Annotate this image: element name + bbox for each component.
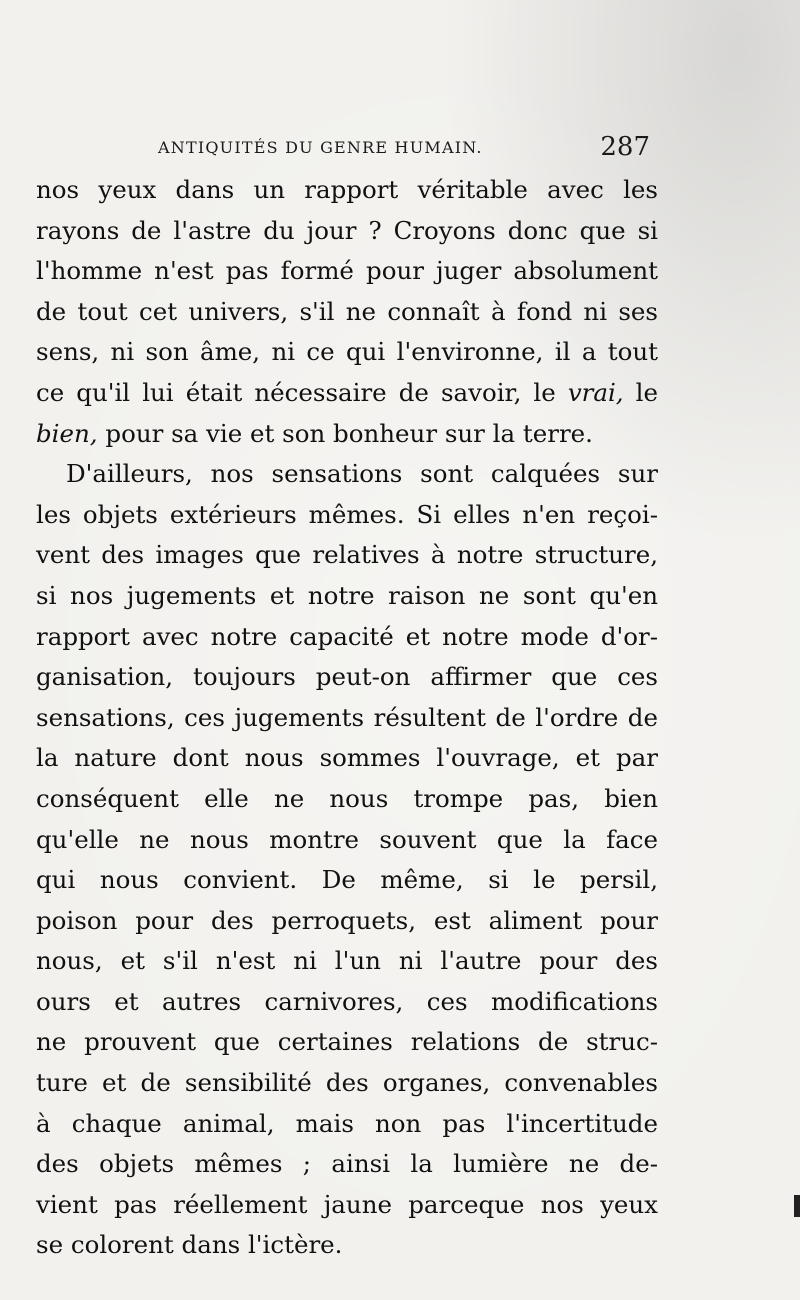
text-line: ganisation, toujours peut-on affirmer que ces bbox=[36, 662, 658, 692]
text-line: sens, ni son âme, ni ce qui l'environne, il a tout bbox=[36, 337, 658, 367]
text-line: nos yeux dans un rapport véritable avec les bbox=[36, 175, 658, 204]
text-line: ours et autres carnivores, ces modifications bbox=[36, 986, 658, 1016]
text-line: si nos jugements et notre raison ne sont qu'en bbox=[36, 580, 658, 610]
italic-word-vrai: vrai, bbox=[567, 377, 624, 407]
text-line: rayons de l'astre du jour ? Croyons donc que si bbox=[36, 215, 658, 245]
text-line: vient pas réellement jaune parceque nos yeux bbox=[36, 1189, 658, 1219]
running-title: ANTIQUITÉS DU GENRE HUMAIN. bbox=[158, 138, 483, 157]
text-line bbox=[36, 414, 658, 455]
text-line: poison pour des perroquets, est aliment pour bbox=[36, 905, 658, 935]
text-line: vent des images que relatives à notre structure, bbox=[36, 540, 658, 570]
text-line: D'ailleurs, nos sensations sont calquées sur bbox=[66, 459, 658, 489]
text-line: ne prouvent que certaines relations de struc- bbox=[36, 1027, 658, 1057]
text-segment: pour sa vie et son bonheur sur la terre. bbox=[97, 418, 593, 448]
text-segment: le bbox=[623, 377, 658, 407]
text-line: se colorent dans l'ictère. bbox=[36, 1230, 343, 1260]
text-line: sensations, ces jugements résultent de l'ordre de bbox=[36, 702, 658, 732]
text-line: à chaque animal, mais non pas l'incertitude bbox=[36, 1108, 658, 1138]
text-line: de tout cet univers, s'il ne connaît à fond ni ses bbox=[36, 296, 658, 326]
text-line: les objets extérieurs mêmes. Si elles n'en reçoi- bbox=[36, 499, 658, 529]
text-line: conséquent elle ne nous trompe pas, bien bbox=[36, 783, 658, 813]
text-line: l'homme n'est pas formé pour juger absolument bbox=[36, 256, 658, 286]
text-line: qu'elle ne nous montre souvent que la face bbox=[36, 824, 658, 854]
text-line bbox=[36, 373, 658, 414]
text-line: nous, et s'il n'est ni l'un ni l'autre pour des bbox=[36, 946, 658, 976]
text-line: des objets mêmes ; ainsi la lumière ne de- bbox=[36, 1149, 658, 1179]
italic-word-bien: bien, bbox=[36, 418, 98, 448]
text-line: ture et de sensibilité des organes, convenables bbox=[36, 1068, 658, 1098]
text-body bbox=[36, 170, 658, 1266]
text-line: rapport avec notre capacité et notre mode d'or- bbox=[36, 621, 658, 651]
text-segment: ce qu'il lui était nécessaire de savoir, le bbox=[36, 377, 568, 407]
page-edge-mark bbox=[794, 1195, 800, 1217]
page-number: 287 bbox=[600, 132, 650, 162]
running-head bbox=[158, 132, 658, 172]
text-line: qui nous convient. De même, si le persil, bbox=[36, 865, 658, 895]
text-line: la nature dont nous sommes l'ouvrage, et par bbox=[36, 743, 658, 773]
